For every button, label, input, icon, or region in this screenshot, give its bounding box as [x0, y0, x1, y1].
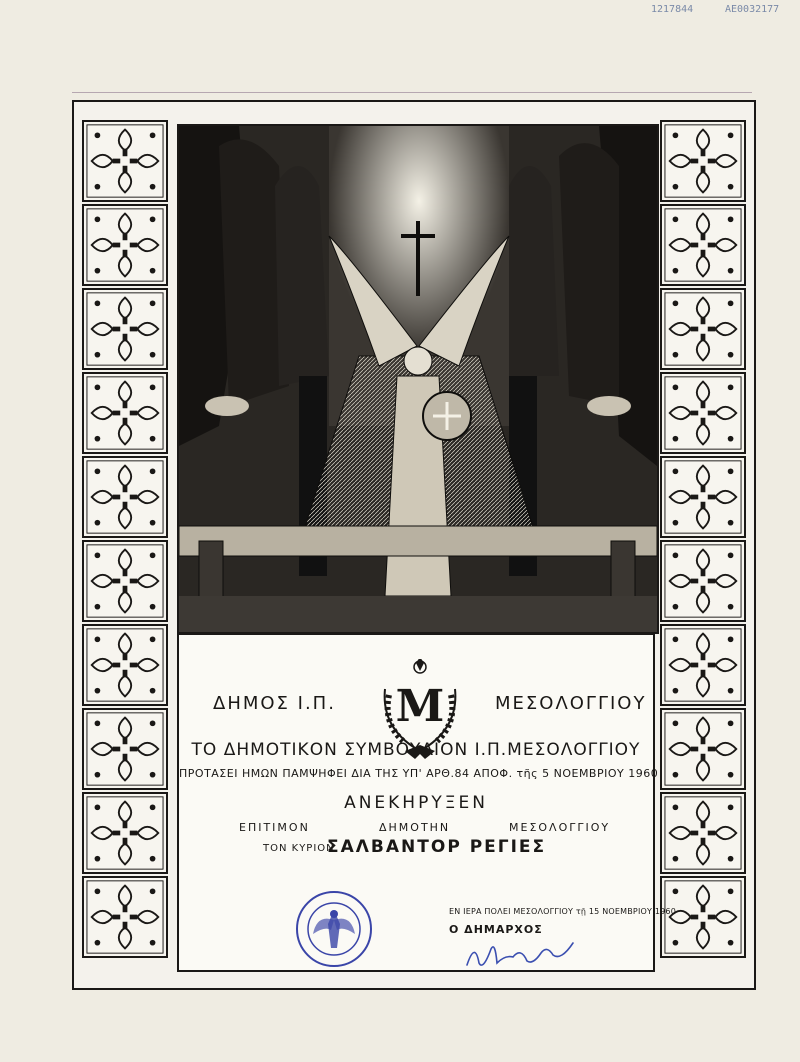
emblem-letter: Μ [395, 681, 445, 732]
recipient-row [179, 837, 653, 861]
angel-memorial-illustration [177, 124, 659, 634]
decision-line: ΠΡΟΤΑΣΕΙ ΗΜΩΝ ΠΑΜΨΗΦΕΙ ΔΙΑ ΤΗΣ ΥΠ' ΑΡΘ.84 ΑΠΟΦ. τῆς 5 ΝΟΕΜΒΡΙΟΥ 1960 [179, 767, 659, 780]
cross-ornament-icon [660, 540, 746, 622]
cross-ornament-icon [660, 120, 746, 202]
cross-ornament-icon [660, 288, 746, 370]
council-heading: ΤΟ ΔΗΜΟΤΙΚΟΝ ΣΥΜΒΟΥΛΙΟΝ Ι.Π.ΜΕΣΟΛΟΓΓΙΟΥ [191, 740, 641, 760]
ornament-border-right [660, 120, 746, 970]
cross-ornament-icon [82, 456, 168, 538]
honor-word-1: ΕΠΙΤΙΜΟΝ [239, 821, 310, 834]
archive-number-left: 1217844 [651, 4, 694, 15]
mayor-title: Ο ΔΗΜΑΡΧΟΣ [449, 923, 543, 936]
cross-ornament-icon [660, 372, 746, 454]
cross-ornament-icon [82, 624, 168, 706]
cross-ornament-icon [82, 876, 168, 958]
honor-word-3: ΜΕΣΟΛΟΓΓΙΟΥ [509, 821, 611, 834]
cross-ornament-icon [660, 456, 746, 538]
honor-title-row [179, 821, 653, 837]
cross-ornament-icon [660, 204, 746, 286]
certificate-sheet [72, 100, 756, 990]
cross-ornament-icon [660, 708, 746, 790]
mayor-signature [461, 935, 581, 975]
cross-ornament-icon [82, 288, 168, 370]
town-label: ΜΕΣΟΛΟΓΓΙΟΥ [495, 693, 647, 714]
certificate-text-panel [177, 633, 677, 972]
cross-ornament-icon [82, 372, 168, 454]
date-line: ΕΝ ΙΕΡΑ ΠΟΛΕΙ ΜΕΣΟΛΟΓΓΙΟΥ τῇ 15 ΝΟΕΜΒΡΙΟΥ 1960 [449, 907, 677, 916]
cross-ornament-icon [82, 204, 168, 286]
cross-ornament-icon [82, 540, 168, 622]
cross-ornament-icon [82, 120, 168, 202]
cross-ornament-icon [660, 624, 746, 706]
proclaimed-label: ΑΝΕΚΗΡΥΞΕΝ [344, 793, 488, 813]
honor-word-2: ΔΗΜΟΤΗΝ [379, 821, 451, 834]
cross-ornament-icon [82, 792, 168, 874]
heading-row [179, 659, 653, 732]
archive-number-right: AE0032177 [725, 4, 780, 15]
cross-ornament-icon [82, 708, 168, 790]
cross-ornament-icon [660, 792, 746, 874]
recipient-name: ΣΑΛΒΑΝΤΟΡ ΡΕΓΙΕΣ [327, 837, 547, 857]
recipient-prefix: ΤΟΝ ΚΥΡΙΟΝ [263, 843, 335, 854]
municipality-label: ΔΗΜΟΣ Ι.Π. [213, 693, 336, 714]
municipal-seal [295, 890, 373, 968]
cross-ornament-icon [660, 876, 746, 958]
ornament-border-left [82, 120, 168, 970]
